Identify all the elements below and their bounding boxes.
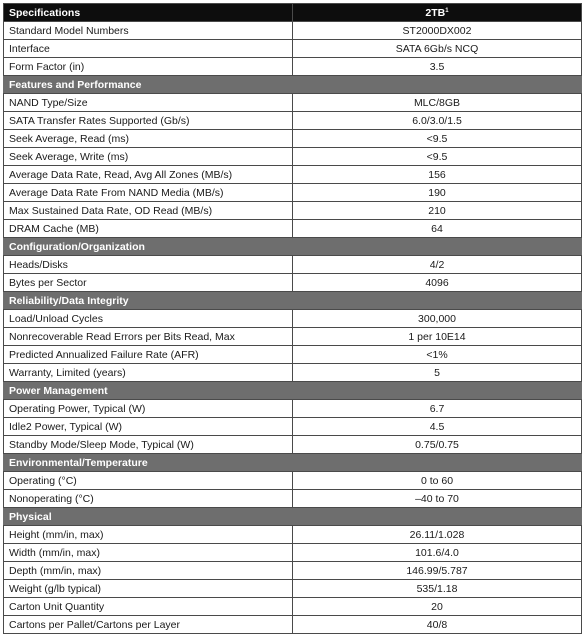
section-header-row <box>4 454 582 472</box>
spec-value: 535/1.18 <box>293 580 582 598</box>
spec-row <box>4 598 582 616</box>
spec-label: Nonrecoverable Read Errors per Bits Read, Max <box>4 328 293 346</box>
spec-label: Idle2 Power, Typical (W) <box>4 418 293 436</box>
spec-row <box>4 112 582 130</box>
section-header-row <box>4 76 582 94</box>
spec-row <box>4 472 582 490</box>
spec-label: Operating Power, Typical (W) <box>4 400 293 418</box>
spec-row <box>4 580 582 598</box>
spec-row <box>4 58 582 76</box>
spec-row <box>4 526 582 544</box>
spec-row <box>4 256 582 274</box>
spec-row <box>4 310 582 328</box>
spec-row <box>4 364 582 382</box>
spec-label: Standard Model Numbers <box>4 22 293 40</box>
spec-label: DRAM Cache (MB) <box>4 220 293 238</box>
spec-value: 1 per 10E14 <box>293 328 582 346</box>
spec-row <box>4 562 582 580</box>
table-header-row <box>4 4 582 22</box>
spec-label: Bytes per Sector <box>4 274 293 292</box>
spec-row <box>4 148 582 166</box>
spec-row <box>4 274 582 292</box>
spec-label: Interface <box>4 40 293 58</box>
section-title: Environmental/Temperature <box>4 454 582 472</box>
section-title: Configuration/Organization <box>4 238 582 256</box>
spec-row <box>4 616 582 634</box>
spec-value: 156 <box>293 166 582 184</box>
section-header-row <box>4 238 582 256</box>
spec-label: Standby Mode/Sleep Mode, Typical (W) <box>4 436 293 454</box>
spec-label: Seek Average, Write (ms) <box>4 148 293 166</box>
spec-row <box>4 328 582 346</box>
header-capacity: 2TB <box>425 6 446 19</box>
spec-value: ST2000DX002 <box>293 22 582 40</box>
spec-value: 0.75/0.75 <box>293 436 582 454</box>
spec-label: Width (mm/in, max) <box>4 544 293 562</box>
spec-value: 101.6/4.0 <box>293 544 582 562</box>
spec-value: 6.0/3.0/1.5 <box>293 112 582 130</box>
section-header-row <box>4 292 582 310</box>
spec-value: 0 to 60 <box>293 472 582 490</box>
header-label-cell: Specifications <box>4 4 293 22</box>
spec-row <box>4 544 582 562</box>
spec-value: MLC/8GB <box>293 94 582 112</box>
section-title: Physical <box>4 508 582 526</box>
spec-value: 4/2 <box>293 256 582 274</box>
spec-row <box>4 22 582 40</box>
spec-value: –40 to 70 <box>293 490 582 508</box>
spec-row <box>4 130 582 148</box>
spec-value: 5 <box>293 364 582 382</box>
spec-value: 6.7 <box>293 400 582 418</box>
spec-value: SATA 6Gb/s NCQ <box>293 40 582 58</box>
spec-label: Operating (°C) <box>4 472 293 490</box>
spec-value: 300,000 <box>293 310 582 328</box>
spec-row <box>4 346 582 364</box>
section-header-row <box>4 382 582 400</box>
spec-value: 40/8 <box>293 616 582 634</box>
specifications-table-body <box>4 4 582 634</box>
specifications-table <box>3 3 582 634</box>
spec-label: Nonoperating (°C) <box>4 490 293 508</box>
spec-value: <9.5 <box>293 130 582 148</box>
spec-value: 20 <box>293 598 582 616</box>
spec-row <box>4 418 582 436</box>
spec-row <box>4 166 582 184</box>
spec-value: <9.5 <box>293 148 582 166</box>
spec-row <box>4 490 582 508</box>
section-header-row <box>4 508 582 526</box>
spec-label: SATA Transfer Rates Supported (Gb/s) <box>4 112 293 130</box>
spec-value: 4096 <box>293 274 582 292</box>
spec-label: Max Sustained Data Rate, OD Read (MB/s) <box>4 202 293 220</box>
spec-row <box>4 436 582 454</box>
section-title: Reliability/Data Integrity <box>4 292 582 310</box>
spec-value: <1% <box>293 346 582 364</box>
spec-label: Warranty, Limited (years) <box>4 364 293 382</box>
spec-label: NAND Type/Size <box>4 94 293 112</box>
spec-label: Height (mm/in, max) <box>4 526 293 544</box>
spec-label: Seek Average, Read (ms) <box>4 130 293 148</box>
spec-label: Average Data Rate, Read, Avg All Zones (MB/s) <box>4 166 293 184</box>
spec-label: Load/Unload Cycles <box>4 310 293 328</box>
spec-value: 210 <box>293 202 582 220</box>
spec-row <box>4 202 582 220</box>
spec-value: 146.99/5.787 <box>293 562 582 580</box>
spec-label: Carton Unit Quantity <box>4 598 293 616</box>
section-title: Features and Performance <box>4 76 582 94</box>
spec-label: Predicted Annualized Failure Rate (AFR) <box>4 346 293 364</box>
section-title: Power Management <box>4 382 582 400</box>
spec-value: 64 <box>293 220 582 238</box>
spec-value: 3.5 <box>293 58 582 76</box>
spec-value: 190 <box>293 184 582 202</box>
spec-row <box>4 220 582 238</box>
spec-row <box>4 94 582 112</box>
spec-row <box>4 40 582 58</box>
spec-label: Cartons per Pallet/Cartons per Layer <box>4 616 293 634</box>
spec-label: Form Factor (in) <box>4 58 293 76</box>
header-value-cell <box>293 4 582 22</box>
spec-value: 4.5 <box>293 418 582 436</box>
spec-label: Heads/Disks <box>4 256 293 274</box>
spec-row <box>4 184 582 202</box>
spec-value: 26.11/1.028 <box>293 526 582 544</box>
spec-label: Weight (g/lb typical) <box>4 580 293 598</box>
spec-label: Average Data Rate From NAND Media (MB/s) <box>4 184 293 202</box>
footnote-marker: 1 <box>445 7 449 14</box>
spec-row <box>4 400 582 418</box>
spec-label: Depth (mm/in, max) <box>4 562 293 580</box>
